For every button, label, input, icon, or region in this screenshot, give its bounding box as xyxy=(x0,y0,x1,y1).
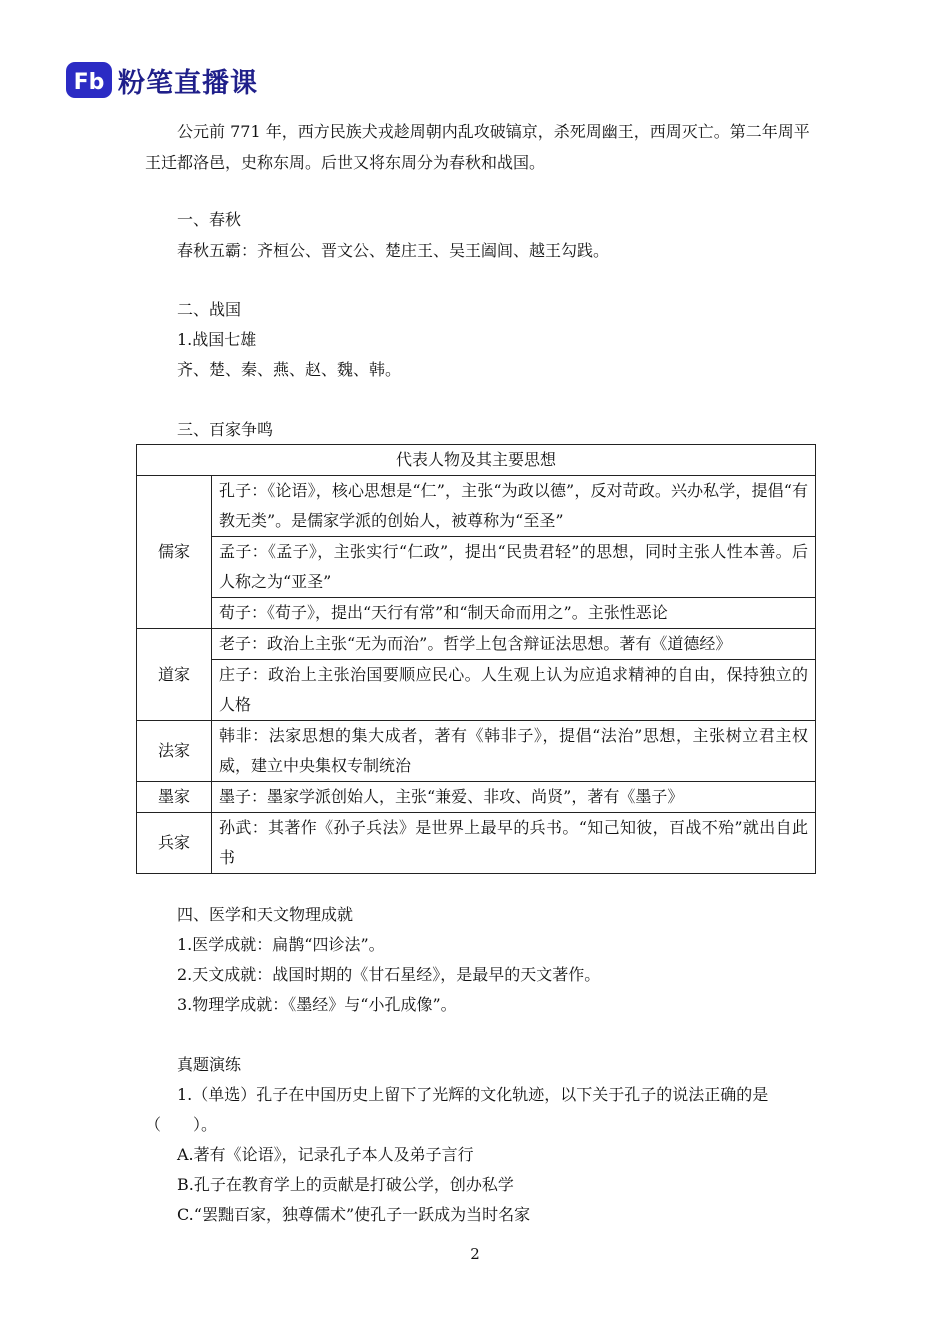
section-heading-baijia: 三、百家争鸣 xyxy=(177,420,274,439)
fb-logo-icon xyxy=(66,60,112,100)
option-c: C.“罢黜百家，独尊儒术”使孔子一跃成为当时名家 xyxy=(177,1205,531,1224)
intro-paragraph: 公元前 771 年，西方民族犬戎趁周朝内乱攻破镐京，杀死周幽王，西周灭亡。第二年周平王迁都洛邑，史称东周。后世又将东周分为春秋和战国。 xyxy=(145,122,810,172)
brand-name: 粉笔直播课 xyxy=(118,67,258,99)
thinker-entry: 荀子：《荀子》，提出“天行有常”和“制天命而用之”。主张性恶论 xyxy=(212,598,816,629)
thinker-entry: 孙武：其著作《孙子兵法》是世界上最早的兵书。“知己知彼，百战不殆”就出自此书 xyxy=(212,813,816,874)
school-name: 兵家 xyxy=(137,813,212,874)
table-row xyxy=(137,629,816,660)
option-a: A.著有《论语》，记录孔子本人及弟子言行 xyxy=(177,1145,474,1164)
chunqiu-content: 春秋五霸：齐桓公、晋文公、楚庄王、吴王阖闾、越王勾践。 xyxy=(177,241,610,260)
thinker-entry: 孔子：《论语》，核心思想是“仁”，主张“为政以德”，反对苛政。兴办私学，提倡“有教无类”。是儒家学派的创始人，被尊称为“至圣” xyxy=(212,476,816,537)
zhanguo-subheading: 1.战国七雄 xyxy=(177,330,257,349)
thinker-entry: 老子：政治上主张“无为而治”。哲学上包含辩证法思想。著有《道德经》 xyxy=(212,629,816,660)
table-row xyxy=(137,476,816,537)
practice-heading: 真题演练 xyxy=(177,1055,242,1074)
thinker-entry: 墨子：墨家学派创始人，主张“兼爱、非攻、尚贤”，著有《墨子》 xyxy=(212,782,816,813)
science-item: 3.物理学成就：《墨经》与“小孔成像”。 xyxy=(177,995,457,1014)
page-number: 2 xyxy=(470,1245,480,1263)
brand-logo xyxy=(66,60,258,100)
table-row xyxy=(137,537,816,598)
school-name: 儒家 xyxy=(137,476,212,629)
table-row xyxy=(137,782,816,813)
table-header: 代表人物及其主要思想 xyxy=(137,445,816,476)
table-row xyxy=(137,660,816,721)
question-text: 1.（单选）孔子在中国历史上留下了光辉的文化轨迹，以下关于孔子的说法正确的是（ ）。 xyxy=(145,1085,769,1134)
zhanguo-content: 齐、楚、秦、燕、赵、魏、韩。 xyxy=(177,360,402,379)
section-heading-chunqiu: 一、春秋 xyxy=(177,210,242,229)
table-row xyxy=(137,598,816,629)
school-name: 墨家 xyxy=(137,782,212,813)
table-row xyxy=(137,813,816,874)
table-header-row xyxy=(137,445,816,476)
option-b: B.孔子在教育学上的贡献是打破公学，创办私学 xyxy=(177,1175,514,1194)
school-name: 道家 xyxy=(137,629,212,721)
science-item: 1.医学成就：扁鹊“四诊法”。 xyxy=(177,935,385,954)
svg-text:Fb: Fb xyxy=(73,70,105,95)
thinker-entry: 韩非：法家思想的集大成者，著有《韩非子》，提倡“法治”思想，主张树立君主权威，建立中央集权专制统治 xyxy=(212,721,816,782)
school-name: 法家 xyxy=(137,721,212,782)
thinker-entry: 孟子：《孟子》，主张实行“仁政”，提出“民贵君轻”的思想，同时主张人性本善。后人称之为“亚圣” xyxy=(212,537,816,598)
schools-table xyxy=(136,444,816,874)
section-heading-zhanguo: 二、战国 xyxy=(177,300,242,319)
table-row xyxy=(137,721,816,782)
science-item: 2.天文成就：战国时期的《甘石星经》，是最早的天文著作。 xyxy=(177,965,601,984)
thinker-entry: 庄子：政治上主张治国要顺应民心。人生观上认为应追求精神的自由，保持独立的人格 xyxy=(212,660,816,721)
section-heading-science: 四、医学和天文物理成就 xyxy=(177,905,354,924)
